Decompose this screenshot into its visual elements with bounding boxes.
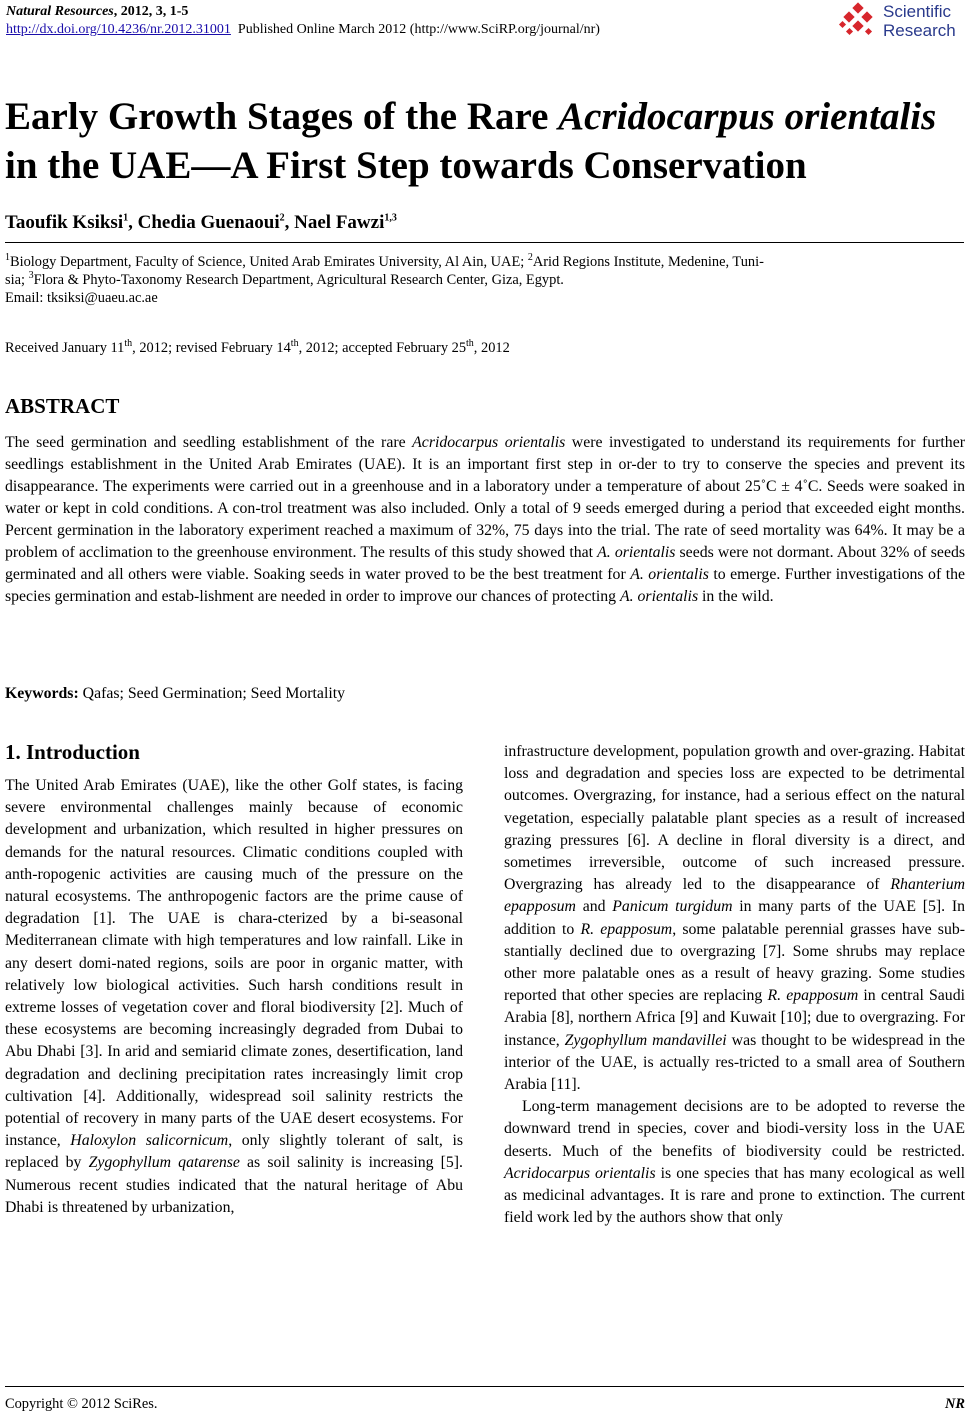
contact-email: Email: tksiksi@uaeu.ac.ae <box>5 290 158 306</box>
journal-name: Natural Resources <box>6 4 114 19</box>
journal-citation <box>6 3 188 20</box>
doi-line <box>6 21 600 39</box>
journal-volume: , 2012, 3, 1-5 <box>113 4 189 19</box>
keywords-label: Keywords: <box>5 685 79 702</box>
affiliations: $^1$Biology Department, Faculty of Science, United Arab Emirates University, Al Ain, UAE; $^2$Arid Regions Institute, Medenine, Tuni- sia; $^3$Flora & Phyto-Taxonomy Research Department, Agricultural Research Center, Giza, Egypt. Email: tksiksi@uaeu.ac.ae <box>5 252 764 306</box>
page-footer <box>5 1396 965 1413</box>
intro-left-column: The United Arab Emirates (UAE), like the other Golf states, is facing severe environmental challenges mainly because of economic development and urbanization, which resulted in higher pressures on demands for the natural resources. Climatic conditions coupled with anth-ropogenic activities are causing much of the pressure on the natural ecosystems. The anthropogenic factors are the prime cause of degradation [1]. The UAE is chara-cterized by a bi-seasonal Mediterranean climate with high temperatures and low rainfall. Like in any desert domi-nated regions, soils are poor in organic matter, with relatively low biological activities. Such harsh conditions result in extreme losses of vegetation cover and floral biodiversity [2]. Much of these ecosystems are becoming increasingly degraded from Dubai to Abu Dhabi [3]. In arid and semiarid climate zones, desertification, land degradation and declining precipitation rates increasingly limit crop cultivation [4]. Additionally, widespread soil salinity restricts the potential of recovery in many parts of the UAE desert ecosystems. For instance, Haloxylon salicornicum, only slightly tolerant of salt, is replaced by Zygophyllum qatarense as soil salinity is increasing [5]. Numerous recent studies indicated that the natural heritage of Abu Dhabi is threatened by urbanization, <box>5 777 464 1216</box>
keywords: Keywords: Qafas; Seed Germination; Seed Mortality <box>5 685 346 702</box>
intro-right-column: infrastructure development, population growth and over-grazing. Habitat loss and degradation and species loss are expected to be detrimental outcomes. Overgrazing, for instance, had a serious effect on the natural vegetation, especially palatable plant species as a result of increased grazing pressures [6]. A decline in floral diversity is a direct, and sometimes irreversible, outcome of such increased pressure. Overgrazing has already led to the disappearance of Rhanterium epapposum and Panicum turgidum in many parts of the UAE [5]. In addition to R. epapposum, some palatable perennial grasses have sub-stantially declined due to overgrazing [7]. Some shrubs may replace other more palatable ones as a result of heavy grazing. Some studies reported that other species are replacing R. epapposum in central Saudi Arabia [8], northern Africa [9] and Kuwait [10]; due to overgrazing. For instance, Zygophyllum mandavillei was thought to be widespread in the interior of the UAE, is actually res-tricted to a small area of Southern Arabia [11]. Long-term management decisions are to be adopted to reverse the downward trend in species, cover and biodi-versity loss in the UAE deserts. Much of the benefits of biodiversity could be restricted. Acridocarpus orientalis is one species that has many ecological as well as medicinal advantages. It is rare and prone to extinction. The current field work led by the authors show that only <box>504 743 965 1227</box>
paper-title: Early Growth Stages of the Rare Acridocarpus orientalis in the UAE—A First Step towards Conservation <box>5 95 937 187</box>
logo-text: Scientific Research <box>883 2 956 40</box>
doi-link[interactable]: http://dx.doi.org/10.4236/nr.2012.31001 <box>6 22 231 37</box>
abstract-heading: ABSTRACT <box>5 394 120 418</box>
intro-heading: 1. Introduction <box>5 740 140 764</box>
header-divider <box>5 242 964 243</box>
received-dates: Received January 11th, 2012; revised February 14th, 2012; accepted February 25th, 2012 <box>5 338 510 356</box>
logo-mark-icon <box>837 2 881 42</box>
abstract-body: The seed germination and seedling establishment of the rare Acridocarpus orientalis were investigated to understand its requirements for further seedlings establishment in the United Arab Emirates (UAE). It is an important first step in or-der to try to conserve the species and prevent its disappearance. The experiments were carried out in a greenhouse and in a laboratory under a temperature of about 25˚C ± 4˚C. Seeds were soaked in water or kept in cold conditions. A con-trol treatment was also included. Only a total of 9 seeds emerged during a period that exceeded eight months. Percent germination in the laboratory experiment reached a maximum of 32%, 75 days into the trial. The rate of seed mortality was 64%. It may be a problem of acclimation to the greenhouse environment. The results of this study showed that A. orientalis seeds were not dormant. About 32% of seeds germinated and all others were viable. Soaking seeds in water proved to be the best treatment for A. orientalis to emerge. Further investigations of the species germination and estab-lishment are needed in order to improve our chances of protecting A. orientalis in the wild. <box>5 434 966 605</box>
title-species: Acridocarpus orientalis <box>558 95 937 138</box>
author-list: Taoufik Ksiksi$^1$, Chedia Guenaoui$^2$, Nael Fawzi$^{1,3}$ <box>5 212 397 233</box>
publisher-logo <box>837 2 962 46</box>
journal-code: NR <box>945 1396 965 1412</box>
footer-divider <box>5 1386 964 1387</box>
published-online: Published Online March 2012 (http://www.SciRP.org/journal/nr) <box>237 22 600 37</box>
copyright: Copyright © 2012 SciRes. <box>5 1396 158 1412</box>
